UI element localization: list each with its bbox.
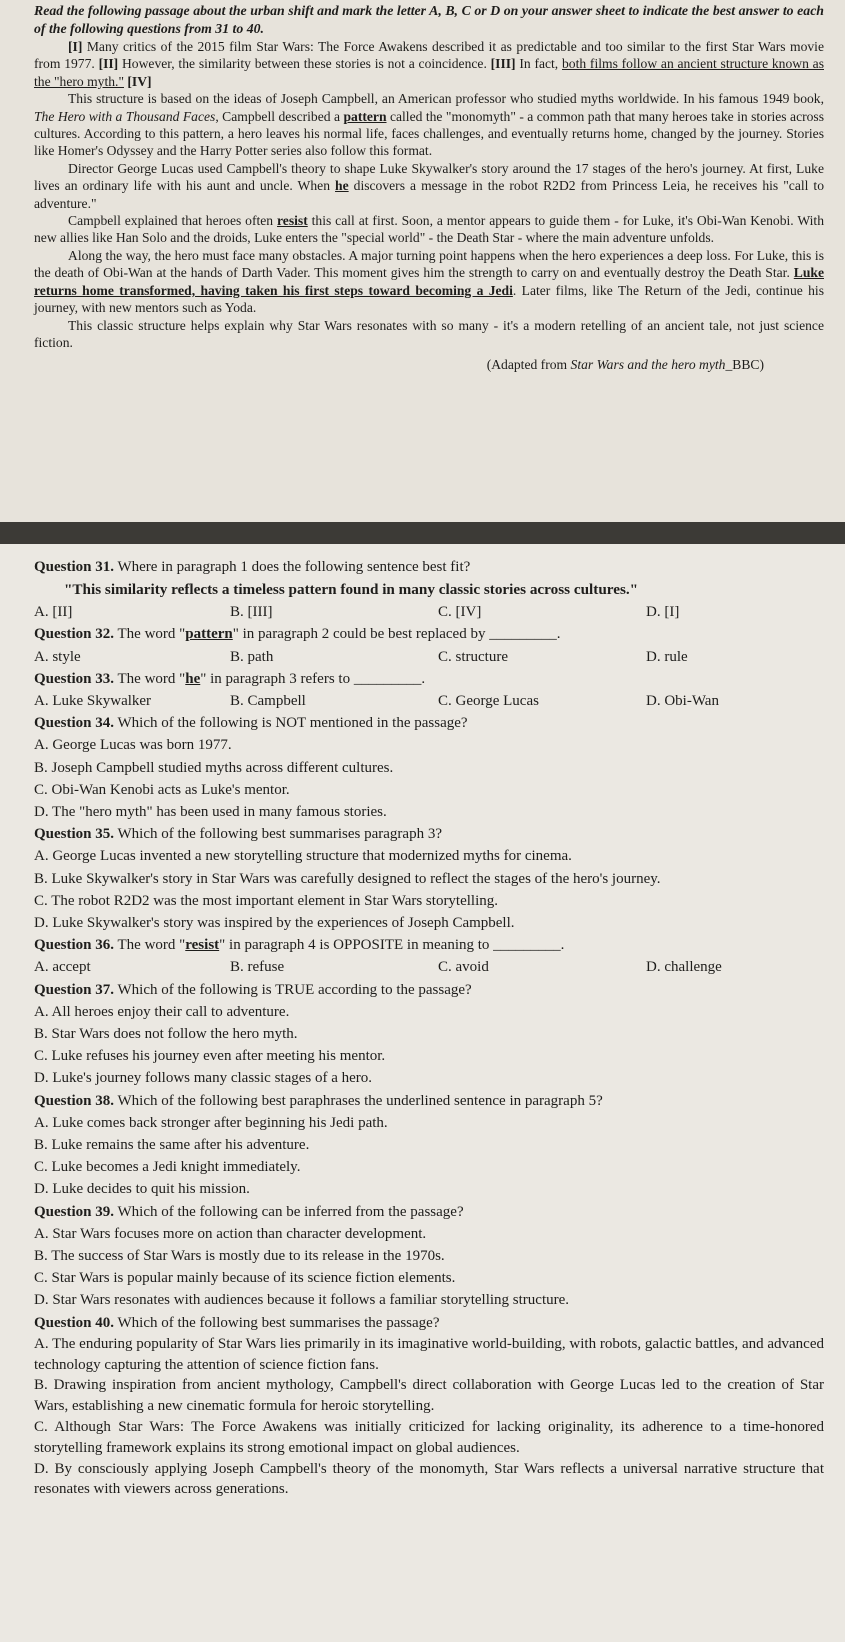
option-d[interactable]: D. The "hero myth" has been used in many famous stories.	[34, 803, 387, 820]
option-b[interactable]: B. Joseph Campbell studied myths across different cultures.	[34, 759, 394, 776]
option-b[interactable]: B. Star Wars does not follow the hero myth.	[34, 1026, 298, 1042]
option-c[interactable]: C. George Lucas	[438, 692, 539, 709]
option-c[interactable]: C. avoid	[438, 959, 489, 976]
question-32: Question 32. The word "pattern" in paragraph 2 could be best replaced by _________. A. style B. path C. structure D. rule	[34, 623, 824, 667]
question-38: Question 38. Which of the following best paraphrases the underlined sentence in paragraph 5? A. Luke comes back stronger after beginning his Jedi path. B. Luke remains the same after his adventure. C. Luke becomes a Jedi knight immediately. D. Luke decides to quit his mission.	[34, 1090, 824, 1201]
keyword-he: he	[335, 178, 349, 194]
option-c[interactable]: C. [IV]	[438, 604, 482, 621]
option-a[interactable]: A. accept	[34, 959, 91, 976]
option-d[interactable]: D. challenge	[646, 959, 722, 976]
passage-sheet	[0, 0, 845, 522]
question-31: Question 31. Where in paragraph 1 does the following sentence best fit? "This similarity reflects a timeless pattern found in many classic stories across cultures." A. [II] B. [III] C. [IV] D. [I]	[34, 556, 824, 623]
option-a[interactable]: A. [II]	[34, 604, 73, 621]
option-a[interactable]: A. Star Wars focuses more on action than character development.	[34, 1225, 427, 1242]
underlined-hero-myth: both films follow an ancient structure known as the "hero myth."	[34, 56, 824, 89]
option-d[interactable]: D. Obi-Wan	[646, 692, 719, 709]
option-c[interactable]: C. Star Wars is popular mainly because of its science fiction elements.	[34, 1270, 456, 1287]
instructions: Read the following passage about the urban shift and mark the letter A, B, C or D on your answer sheet to indicate the best answer to each of the following questions from 31 to 40.	[34, 3, 824, 36]
question-34: Question 34. Which of the following is NOT mentioned in the passage? A. George Lucas was born 1977. B. Joseph Campbell studied myths across different cultures. C. Obi-Wan Kenobi acts as Luke's mentor. D. The "hero myth" has been used in many famous stories.	[34, 712, 824, 823]
option-a[interactable]: A. George Lucas invented a new storytelling structure that modernized myths for cinema.	[34, 848, 572, 865]
question-35: Question 35. Which of the following best summarises paragraph 3? A. George Lucas invented a new storytelling structure that modernized myths for cinema. B. Luke Skywalker's story in Star Wars was carefully designed to reflect the stages of the hero's journey. C. The robot R2D2 was the most important element in Star Wars storytelling. D. Luke Skywalker's story was inspired by the experiences of Joseph Campbell.	[34, 823, 824, 934]
quoted-sentence: "This similarity reflects a timeless pattern found in many classic stories across cultures."	[64, 581, 639, 599]
option-b[interactable]: B. The success of Star Wars is mostly due to its release in the 1970s.	[34, 1248, 445, 1265]
paragraph-1: [I] Many critics of the 2015 film Star Wars: The Force Awakens described it as predictable and too similar to the first Star Wars movie from 1977. [II] However, the similarity between these stories is not a coincidence. [III] In fact, both films follow an ancient structure known as the "hero myth." [IV]	[34, 39, 824, 89]
underlined-sentence: Luke returns home transformed, having taken his first steps toward becoming a Jedi	[34, 265, 824, 298]
question-37: Question 37. Which of the following is TRUE according to the passage? A. All heroes enjoy their call to adventure. B. Star Wars does not follow the hero myth. C. Luke refuses his journey even after meeting his mentor. D. Luke's journey follows many classic stages of a hero.	[34, 979, 824, 1090]
option-c[interactable]: C. Obi-Wan Kenobi acts as Luke's mentor.	[34, 781, 290, 798]
option-d[interactable]: D. By consciously applying Joseph Campbell's theory of the monomyth, Star Wars reflects a universal narrative structure that resonates with viewers across generations.	[34, 1460, 824, 1498]
reading-passage	[34, 2, 824, 374]
keyword-resist: resist	[277, 213, 308, 229]
source-citation: (Adapted from Star Wars and the hero myth_BBC)	[486, 357, 764, 373]
question-33: Question 33. The word "he" in paragraph 3 refers to _________. A. Luke Skywalker B. Campbell C. George Lucas D. Obi-Wan	[34, 668, 824, 712]
paragraph-6: This classic structure helps explain why Star Wars resonates with so many - it's a modern retelling of an ancient tale, not just science fiction.	[34, 317, 824, 350]
option-b[interactable]: B. path	[230, 648, 274, 665]
option-d[interactable]: D. [I]	[646, 604, 680, 621]
paragraph-5: Along the way, the hero must face many obstacles. A major turning point happens when the hero experiences a deep loss. For Luke, this is the death of Obi-Wan at the hands of Darth Vader. This moment gives him the strength to carry on and eventually destroy the Death Star. Luke returns home transformed, having taken his first steps toward becoming a Jedi. Later films, like The Return of the Jedi, continue his journey, with new mentors such as Yoda.	[34, 247, 824, 316]
option-b[interactable]: B. Campbell	[230, 692, 306, 709]
option-a[interactable]: A. Luke Skywalker	[34, 692, 152, 709]
option-c[interactable]: C. structure	[438, 648, 508, 665]
option-d[interactable]: D. Luke decides to quit his mission.	[34, 1181, 250, 1198]
keyword-pattern: pattern	[343, 108, 387, 124]
option-b[interactable]: B. Luke Skywalker's story in Star Wars was carefully designed to reflect the stages of the hero's journey.	[34, 870, 661, 887]
question-36: Question 36. The word "resist" in paragraph 4 is OPPOSITE in meaning to _________. A. accept B. refuse C. avoid D. challenge	[34, 934, 824, 978]
option-d[interactable]: D. Luke Skywalker's story was inspired by the experiences of Joseph Campbell.	[34, 915, 515, 931]
questions-sheet	[0, 544, 845, 1642]
option-d[interactable]: D. Luke's journey follows many classic stages of a hero.	[34, 1070, 373, 1087]
option-b[interactable]: B. [III]	[230, 604, 273, 621]
option-b[interactable]: B. Luke remains the same after his adventure.	[34, 1137, 310, 1154]
option-a[interactable]: A. style	[34, 648, 81, 665]
option-a[interactable]: A. George Lucas was born 1977.	[34, 737, 232, 754]
question-39: Question 39. Which of the following can be inferred from the passage? A. Star Wars focuses more on action than character development. B. The success of Star Wars is mostly due to its release in the 1970s. C. Star Wars is popular mainly because of its science fiction elements. D. Star Wars resonates with audiences because it follows a familiar storytelling structure.	[34, 1201, 824, 1312]
paragraph-4: Campbell explained that heroes often resist this call at first. Soon, a mentor appears to guide them - for Luke, it's Obi-Wan Kenobi. With new allies like Han Solo and the droids, Luke enters the "special world" - the Death Star - where the main adventure unfolds.	[34, 213, 824, 246]
option-c[interactable]: C. The robot R2D2 was the most important element in Star Wars storytelling.	[34, 892, 499, 909]
paragraph-3: Director George Lucas used Campbell's theory to shape Luke Skywalker's story around the 17 stages of the hero's journey. At first, Luke lives an ordinary life with his aunt and uncle. When he discovers a message in the robot R2D2 from Princess Leia, he receives his "call to adventure."	[34, 160, 825, 211]
option-d[interactable]: D. rule	[646, 648, 688, 665]
option-c[interactable]: C. Luke refuses his journey even after meeting his mentor.	[34, 1048, 386, 1065]
question-list	[34, 556, 824, 1500]
option-c[interactable]: C. Although Star Wars: The Force Awakens was initially criticized for lacking originality, its adherence to a time-honored storytelling framework explains its strong emotional impact on global audiences.	[34, 1419, 824, 1456]
question-40: Question 40. Which of the following best summarises the passage? A. The enduring popularity of Star Wars lies primarily in its imaginative world-building, with robots, galactic battles, and advanced technology capturing the attention of science fiction fans. B. Drawing inspiration from ancient mythology, Campbell's direct collaboration with George Lucas led to the creation of Star Wars, establishing a new cinematic formula for heroic storytelling. C. Although Star Wars: The Force Awakens was initially criticized for lacking originality, its adherence to a time-honored storytelling framework explains its strong emotional impact on global audiences. D. By consciously applying Joseph Campbell's theory of the monomyth, Star Wars reflects a universal narrative structure that resonates with viewers across generations.	[34, 1312, 824, 1501]
option-a[interactable]: A. All heroes enjoy their call to adventure.	[34, 1003, 290, 1020]
paragraph-2: This structure is based on the ideas of Joseph Campbell, an American professor who studied myths worldwide. In his famous 1949 book, The Hero with a Thousand Faces, Campbell described a pattern called the "monomyth" - a common path that many heroes take in stories across cultures. According to this pattern, a hero leaves his normal life, faces challenges, and eventually returns home, changed by the journey. Stories like Homer's Odyssey and the Harry Potter series also follow this format.	[34, 91, 825, 159]
option-a[interactable]: A. Luke comes back stronger after beginning his Jedi path.	[34, 1114, 388, 1131]
option-c[interactable]: C. Luke becomes a Jedi knight immediately.	[34, 1159, 301, 1176]
option-d[interactable]: D. Star Wars resonates with audiences because it follows a familiar storytelling structure.	[34, 1292, 570, 1309]
option-b[interactable]: B. refuse	[230, 959, 285, 976]
option-b[interactable]: B. Drawing inspiration from ancient mythology, Campbell's direct collaboration with George Lucas led to the creation of Star Wars, establishing a new cinematic formula for heroic storytelling.	[34, 1377, 824, 1415]
option-a[interactable]: A. The enduring popularity of Star Wars lies primarily in its imaginative world-building, with robots, galactic battles, and advanced technology capturing the attention of science fiction fans.	[34, 1335, 824, 1373]
